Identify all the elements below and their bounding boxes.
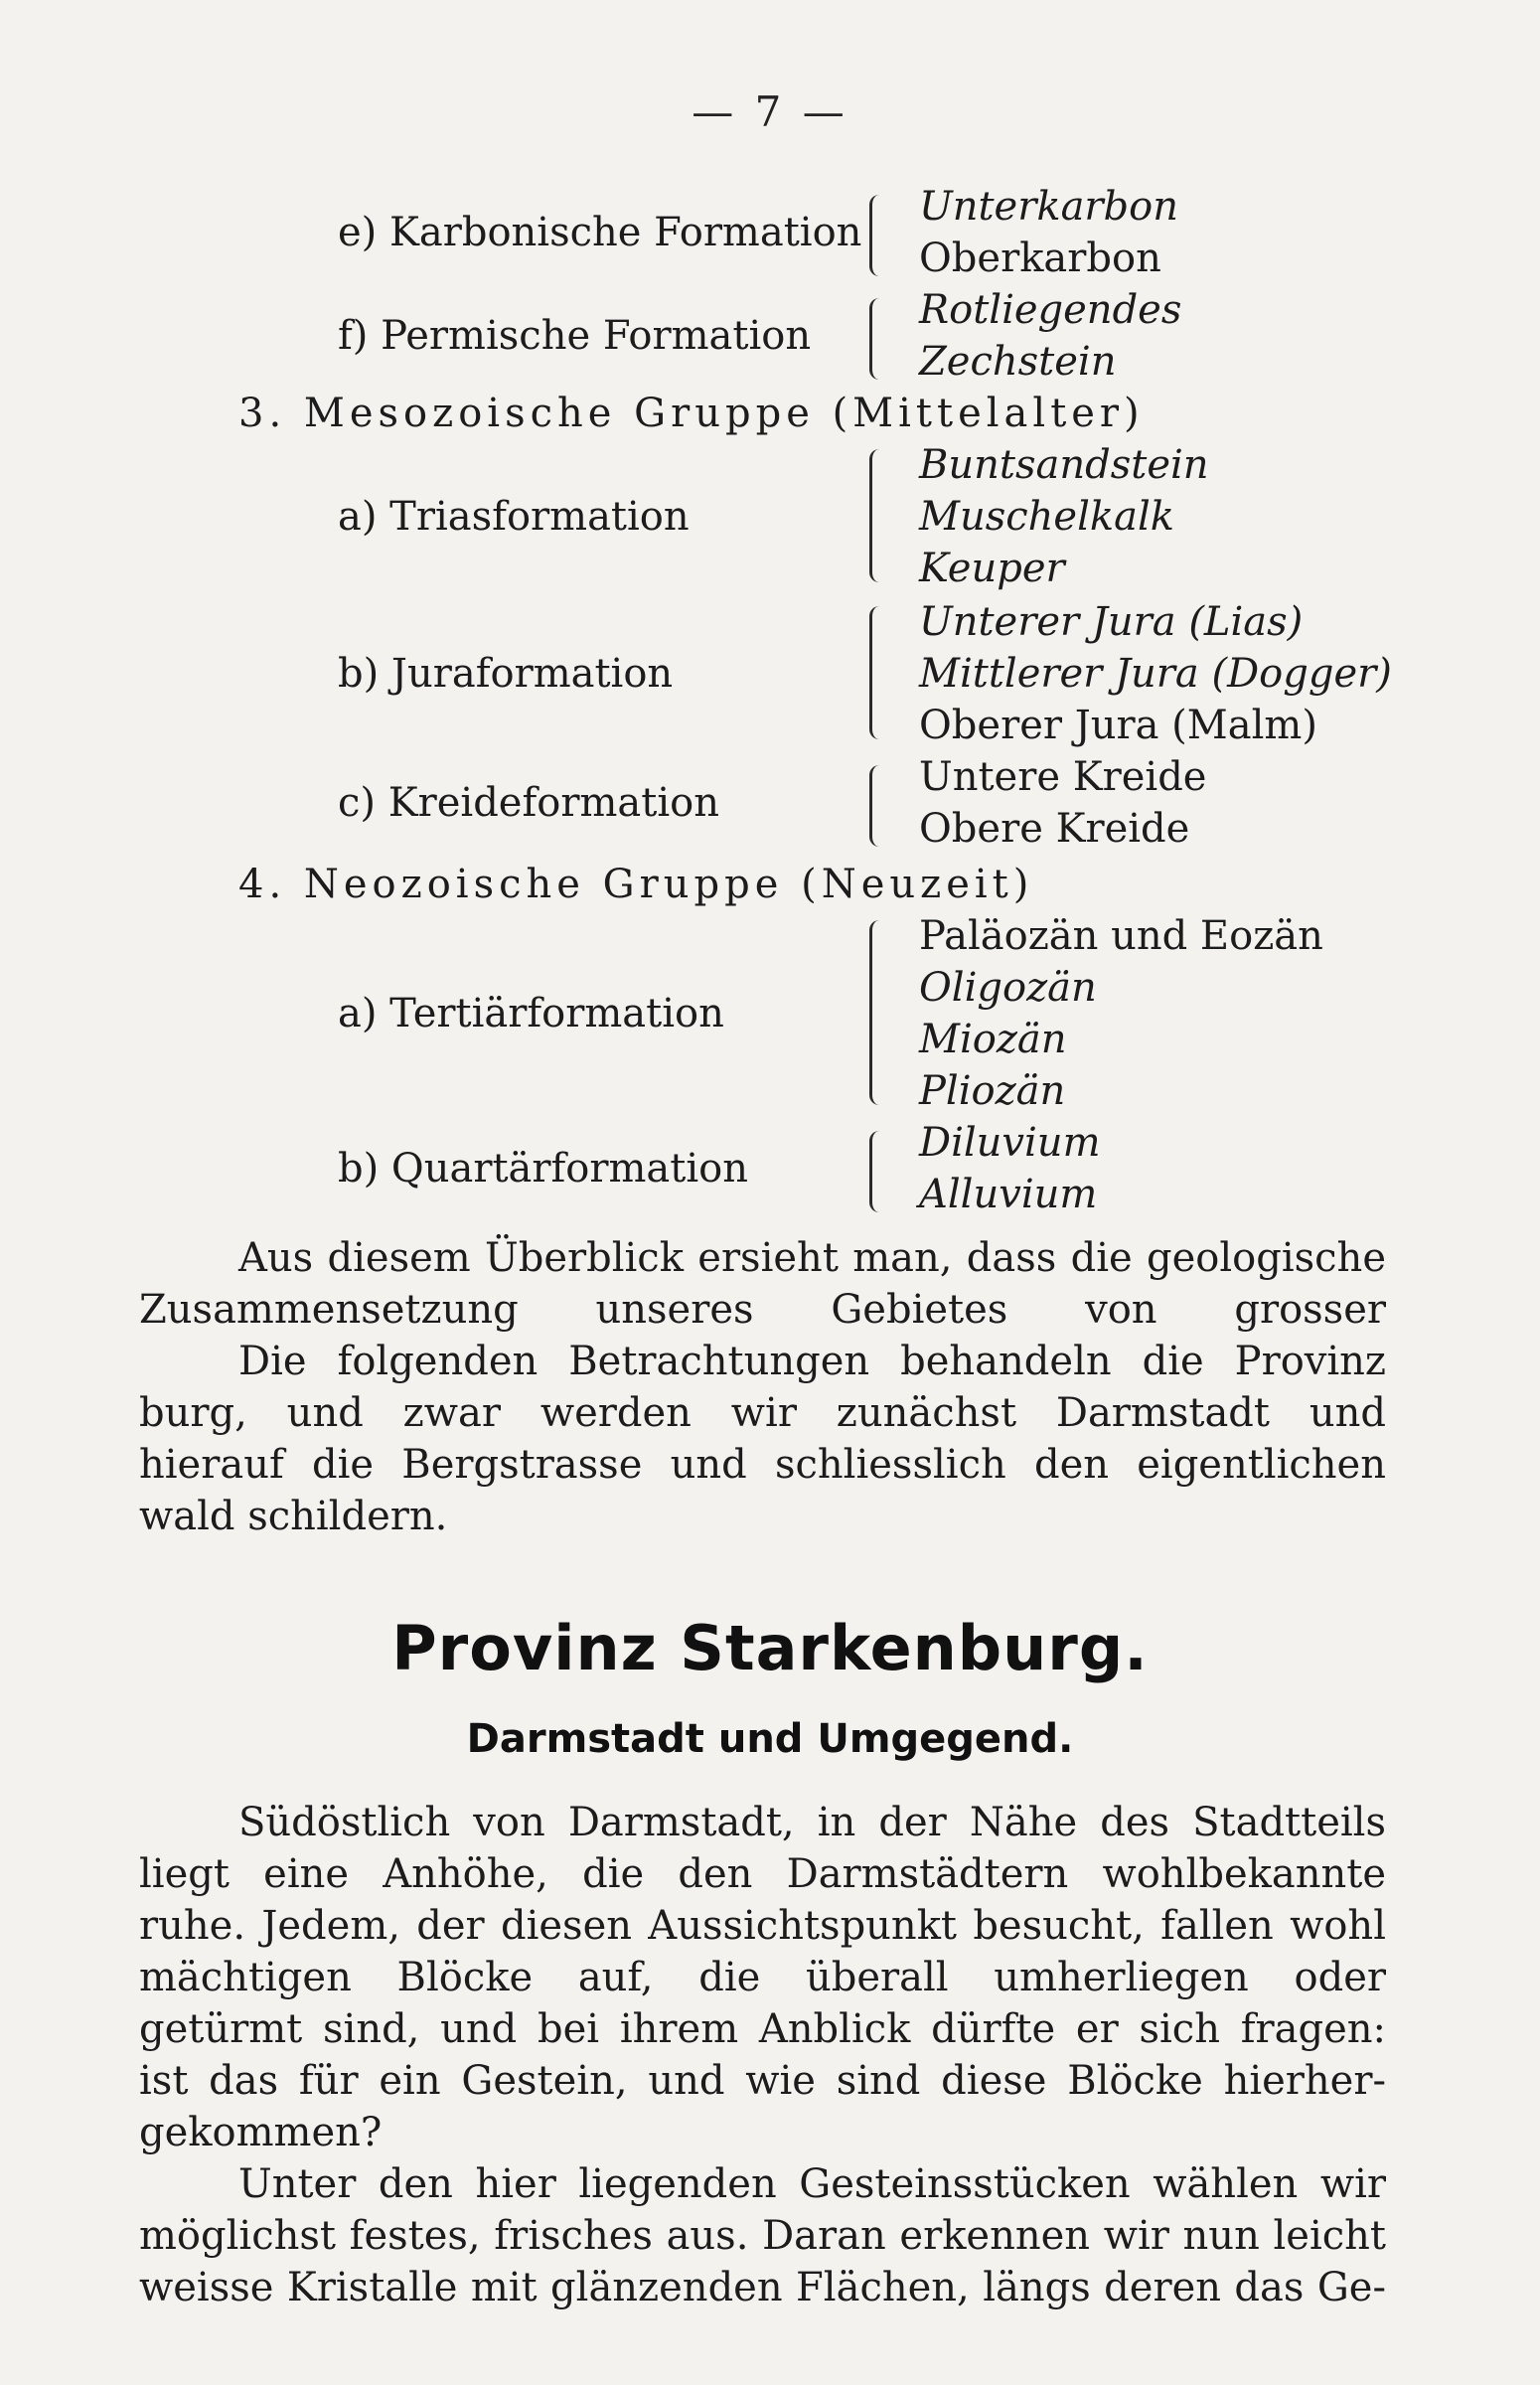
brace-perm	[869, 298, 882, 380]
sub-oberkarbon: Oberkarbon	[919, 236, 1161, 281]
text-line: Unter den hier liegenden Gesteinsstücken wählen wir	[238, 2161, 1386, 2207]
text-line: möglichst festes, frisches aus. Daran erkennen wir nun leicht	[139, 2213, 1386, 2259]
text-line: hierauf die Bergstrasse und schliesslich den eigentlichen	[139, 1442, 1386, 1488]
brace-karbon	[869, 195, 882, 276]
text-line: Zusammensetzung unseres Gebietes von grosser	[139, 1287, 1386, 1333]
formation-label-perm: f) Permische Formation	[338, 313, 812, 359]
text-line: burg, und zwar werden wir zunächst Darmstadt und	[139, 1390, 1386, 1436]
brace-trias	[869, 449, 882, 582]
sub-pliozaen: Pliozän	[919, 1068, 1066, 1114]
sub-zechstein: Zechstein	[919, 339, 1117, 385]
text-line: Aus diesem Überblick ersieht man, dass die geologische	[238, 1235, 1386, 1281]
sub-mittlerer-jura: Mittlerer Jura (Dogger)	[919, 651, 1392, 697]
sub-oberer-jura: Oberer Jura (Malm)	[919, 703, 1317, 748]
sub-keuper: Keuper	[919, 546, 1065, 591]
formation-label-trias: a) Triasformation	[338, 494, 690, 540]
paragraph-intro	[139, 1336, 1386, 1542]
sub-palaeozaen: Paläozän und Eozän	[919, 913, 1323, 959]
formation-label-karbon: e) Karbonische Formation	[338, 210, 862, 255]
paragraph-overview	[139, 1232, 1386, 1336]
text-line: getürmt sind, und bei ihrem Anblick dürfte er sich fragen:	[139, 2006, 1386, 2052]
text-line: ist das für ein Gestein, und wie sind diese Blöcke hierher-	[139, 2058, 1386, 2104]
sub-rotliegendes: Rotliegendes	[919, 287, 1182, 333]
sub-unterkarbon: Unterkarbon	[919, 184, 1178, 230]
text-line: Südöstlich von Darmstadt, in der Nähe des Stadtteils	[238, 1800, 1386, 1845]
sub-muschelkalk: Muschelkalk	[919, 494, 1174, 540]
group-mesozoisch: 3. Mesozoische Gruppe (Mittelalter)	[238, 391, 1145, 436]
section-subheading: Darmstadt und Umgegend.	[466, 1716, 1074, 1762]
text-line: gekommen?	[139, 2110, 383, 2155]
text-line: weisse Kristalle mit glänzenden Flächen, längs deren das Ge-	[139, 2265, 1386, 2310]
sub-obere-kreide: Obere Kreide	[919, 806, 1190, 852]
sub-buntsandstein: Buntsandstein	[919, 442, 1209, 488]
paragraph-kraftsruhe	[139, 1797, 1386, 2158]
page-number: — 7 —	[692, 87, 848, 136]
text-line: Die folgenden Betrachtungen behandeln die Provinz	[238, 1339, 1386, 1384]
brace-kreide	[869, 765, 882, 847]
text-line: liegt eine Anhöhe, die den Darmstädtern wohlbekannte	[139, 1851, 1386, 1897]
formation-label-tertiaer: a) Tertiärformation	[338, 991, 724, 1036]
sub-oligozaen: Oligozän	[919, 965, 1097, 1011]
group-neozoisch: 4. Neozoische Gruppe (Neuzeit)	[238, 862, 1034, 907]
sub-untere-kreide: Untere Kreide	[919, 754, 1207, 800]
formation-label-kreide: c) Kreideformation	[338, 780, 719, 826]
brace-tertiaer	[869, 920, 882, 1105]
brace-quartaer	[869, 1131, 882, 1212]
paragraph-gestein	[139, 2158, 1386, 2313]
sub-diluvium: Diluvium	[919, 1120, 1101, 1166]
text-line: ruhe. Jedem, der diesen Aussichtspunkt besucht, fallen wohl	[139, 1903, 1386, 1949]
section-heading: Provinz Starkenburg.	[391, 1612, 1149, 1684]
sub-alluvium: Alluvium	[919, 1172, 1098, 1217]
sub-miozaen: Miozän	[919, 1017, 1067, 1062]
text-line: wald schildern.	[139, 1494, 448, 1539]
formation-label-jura: b) Juraformation	[338, 651, 674, 697]
brace-jura	[869, 606, 882, 739]
sub-unterer-jura: Unterer Jura (Lias)	[919, 599, 1304, 645]
formation-label-quartaer: b) Quartärformation	[338, 1146, 748, 1192]
text-line: mächtigen Blöcke auf, die überall umherliegen oder	[139, 1955, 1386, 2000]
